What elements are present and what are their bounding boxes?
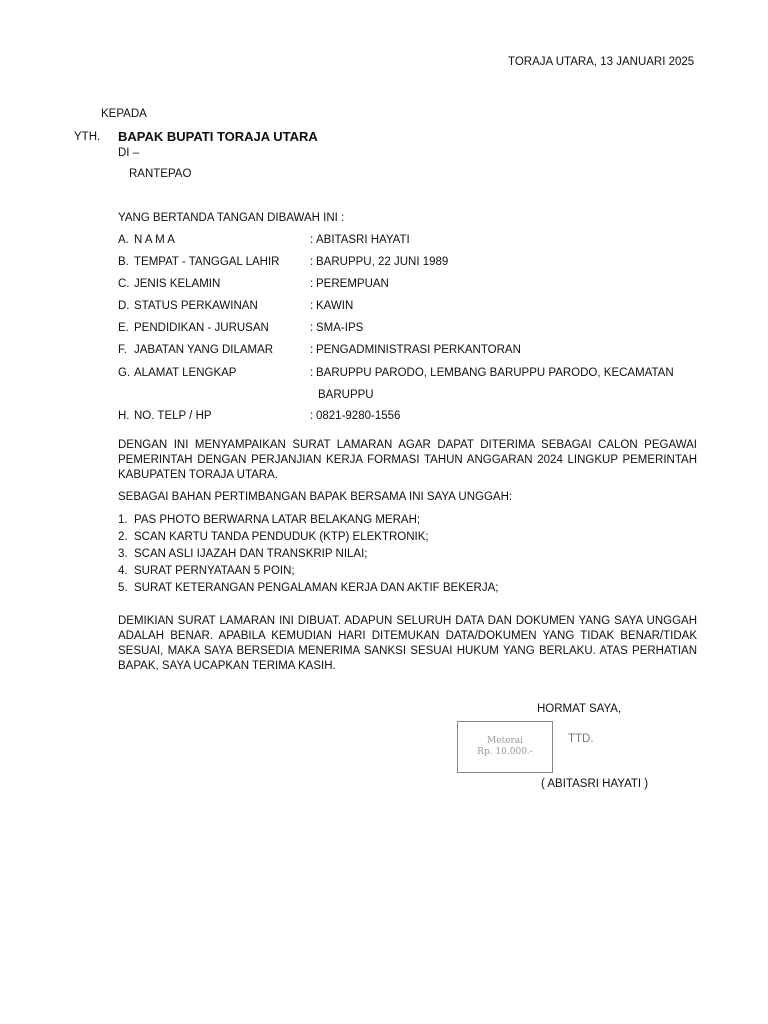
intro-text: YANG BERTANDA TANGAN DIBAWAH INI : bbox=[118, 212, 345, 224]
identity-label: ALAMAT LENGKAP bbox=[134, 367, 237, 379]
identity-row bbox=[118, 322, 698, 340]
identity-row bbox=[118, 234, 698, 252]
identity-value: BARUPPU PARODO, LEMBANG BARUPPU PARODO, KECAMATAN bbox=[316, 367, 674, 379]
signer-name: ( ABITASRI HAYATI ) bbox=[541, 778, 649, 790]
list-item-number: 4. bbox=[118, 565, 128, 577]
identity-value: KAWIN bbox=[316, 300, 354, 312]
addressee: BAPAK BUPATI TORAJA UTARA bbox=[118, 129, 318, 144]
list-item-text: SCAN KARTU TANDA PENDUDUK (KTP) ELEKTRONIK; bbox=[134, 531, 429, 543]
identity-letter: D. bbox=[118, 300, 130, 312]
list-item-text: PAS PHOTO BERWARNA LATAR BELAKANG MERAH; bbox=[134, 514, 421, 526]
identity-label: JABATAN YANG DILAMAR bbox=[134, 344, 274, 356]
meterai-stamp bbox=[457, 721, 553, 773]
list-item bbox=[118, 529, 697, 546]
list-item-number: 3. bbox=[118, 548, 128, 560]
identity-row bbox=[118, 300, 698, 318]
list-item-number: 5. bbox=[118, 582, 128, 594]
identity-value: 0821-9280-1556 bbox=[316, 410, 401, 422]
yth-label: YTH. bbox=[74, 131, 101, 143]
identity-label: JENIS KELAMIN bbox=[134, 278, 221, 290]
identity-row bbox=[118, 256, 698, 274]
addressee-city: RANTEPAO bbox=[129, 168, 192, 180]
identity-label: NO. TELP / HP bbox=[134, 410, 212, 422]
list-item-number: 1. bbox=[118, 514, 128, 526]
identity-value: PENGADMINISTRASI PERKANTORAN bbox=[316, 344, 521, 356]
identity-letter: H. bbox=[118, 410, 130, 422]
identity-row bbox=[118, 367, 698, 385]
list-item bbox=[118, 580, 697, 597]
di-label: DI – bbox=[118, 147, 140, 159]
identity-label: PENDIDIKAN - JURUSAN bbox=[134, 322, 269, 334]
list-item-text: SCAN ASLI IJAZAH DAN TRANSKRIP NILAI; bbox=[134, 548, 368, 560]
identity-value-continuation: BARUPPU bbox=[318, 389, 374, 401]
paragraph-closing: DEMIKIAN SURAT LAMARAN INI DIBUAT. ADAPUN SELURUH DATA DAN DOKUMEN YANG SAYA UNGGAH ADALAH BENAR. APABILA KEMUDIAN HARI DITEMUKAN DATA/DOKUMEN YANG TIDAK BENAR/TIDAK SESUAI, MAKA SAYA BERSEDIA MENERIMA SANKSI SESUAI HUKUM YANG BERLAKU. ATAS PERHATIAN BAPAK, SAYA UCAPKAN TERIMA KASIH. bbox=[118, 615, 697, 672]
identity-colon: : bbox=[310, 278, 314, 290]
identity-letter: E. bbox=[118, 322, 129, 334]
signature-mark: TTD. bbox=[568, 733, 594, 745]
date-line: TORAJA UTARA, 13 JANUARI 2025 bbox=[508, 56, 695, 68]
identity-letter: F. bbox=[118, 344, 127, 356]
identity-colon: : bbox=[310, 234, 314, 246]
identity-colon: : bbox=[310, 367, 314, 379]
list-item bbox=[118, 512, 697, 529]
identity-value: PEREMPUAN bbox=[316, 278, 389, 290]
identity-label: TEMPAT - TANGGAL LAHIR bbox=[134, 256, 280, 268]
paragraph-attachments-intro: SEBAGAI BAHAN PERTIMBANGAN BAPAK BERSAMA INI SAYA UNGGAH: bbox=[118, 491, 513, 503]
list-item-text: SURAT KETERANGAN PENGALAMAN KERJA DAN AKTIF BEKERJA; bbox=[134, 582, 499, 594]
closing-salutation: HORMAT SAYA, bbox=[537, 703, 622, 715]
kepada-label: KEPADA bbox=[101, 108, 147, 120]
identity-row bbox=[118, 410, 698, 428]
paragraph-purpose: DENGAN INI MENYAMPAIKAN SURAT LAMARAN AGAR DAPAT DITERIMA SEBAGAI CALON PEGAWAI PEMERINTAH DENGAN PERJANJIAN KERJA FORMASI TAHUN ANGGARAN 2024 LINGKUP PEMERINTAH KABUPATEN TORAJA UTARA. bbox=[118, 439, 697, 481]
identity-letter: A. bbox=[118, 234, 129, 246]
identity-colon: : bbox=[310, 322, 314, 334]
identity-colon: : bbox=[310, 410, 314, 422]
identity-letter: G. bbox=[118, 367, 131, 379]
identity-letter: C. bbox=[118, 278, 130, 290]
identity-letter: B. bbox=[118, 256, 129, 268]
identity-colon: : bbox=[310, 344, 314, 356]
identity-value: SMA-IPS bbox=[316, 322, 364, 334]
identity-row bbox=[118, 344, 698, 362]
stamp-line-1: Meterai bbox=[486, 736, 524, 746]
identity-value: BARUPPU, 22 JUNI 1989 bbox=[316, 256, 449, 268]
list-item-text: SURAT PERNYATAAN 5 POIN; bbox=[134, 565, 295, 577]
identity-row bbox=[118, 278, 698, 296]
identity-colon: : bbox=[310, 256, 314, 268]
identity-label: N A M A bbox=[134, 234, 175, 246]
identity-label: STATUS PERKAWINAN bbox=[134, 300, 258, 312]
list-item bbox=[118, 546, 697, 563]
list-item-number: 2. bbox=[118, 531, 128, 543]
stamp-line-2: Rp. 10.000.- bbox=[477, 747, 533, 757]
document-list bbox=[118, 512, 697, 597]
identity-value: ABITASRI HAYATI bbox=[316, 234, 410, 246]
identity-colon: : bbox=[310, 300, 314, 312]
list-item bbox=[118, 563, 697, 580]
